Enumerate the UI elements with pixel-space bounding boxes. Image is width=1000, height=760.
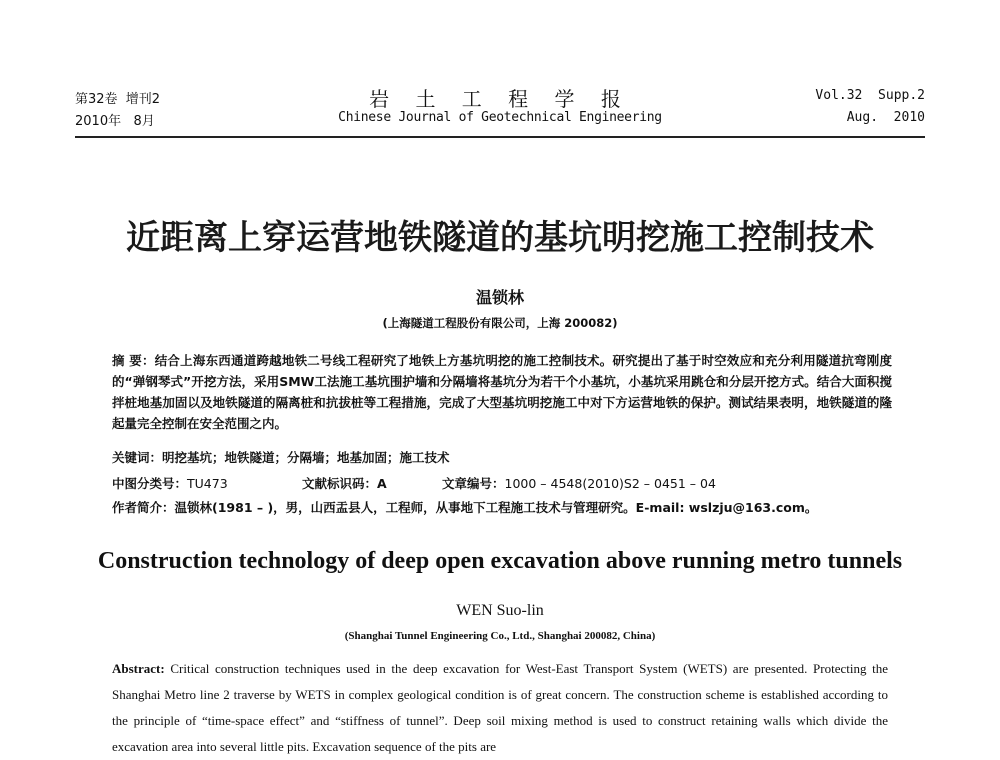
paper-title-en: Construction technology of deep open excavation above running metro tunnels xyxy=(97,548,903,574)
abstract-label-cn: 摘 要： xyxy=(112,353,155,368)
journal-name-en: Chinese Journal of Geotechnical Engineering xyxy=(338,110,662,125)
abstract-text-cn: 结合上海东西通道跨越地铁二号线工程研究了地铁上方基坑明挖的施工控制技术。研究提出了基于时空效应和充分利用隧道抗弯刚度的“弹钢琴式”开挖方法，采用SMW工法施工基坑围护墙和分隔墙将基坑分为若干个小基坑，小基坑采用跳仓和分层开挖方式。结合大面积搅拌桩地基加固以及地铁隧道的隔离桩和抗拔桩等工程措施，完成了大型基坑明挖施工中对下方运营地铁的保护。测试结果表明，地铁隧道的隆起量完全控制在安全范围之内。 xyxy=(112,353,892,431)
doc-code-group xyxy=(302,474,387,492)
volume-issue-en: Vol.32 Supp.2 xyxy=(815,88,925,103)
article-no-group xyxy=(442,474,716,492)
date-en: Aug. 2010 xyxy=(846,110,925,125)
doc-code-value: A xyxy=(377,476,387,491)
affiliation-cn: (上海隧道工程股份有限公司，上海 200082) xyxy=(382,316,618,330)
author-en: WEN Suo-lin xyxy=(456,602,544,619)
abstract-label-en: Abstract: xyxy=(112,661,165,676)
author-bio-line xyxy=(112,498,912,516)
keywords-line xyxy=(112,448,912,466)
bio-text: 温锁林(1981 – )，男，山西盂县人，工程师，从事地下工程施工技术与管理研究。E-mail: wslzju@163.com。 xyxy=(174,500,818,515)
bio-label: 作者简介： xyxy=(112,500,175,515)
clc-label: 中图分类号： xyxy=(112,476,188,491)
journal-name-cn: 岩 土 工 程 学 报 xyxy=(369,87,631,111)
author-cn: 温锁林 xyxy=(475,288,524,307)
volume-issue-cn: 第32卷 增刊2 xyxy=(75,92,161,107)
abstract-text-en: Critical construction techniques used in the deep excavation for West-East Transport System (WETS) are presented. Protecting the Shanghai Metro line 2 traverse by WETS in complex geological condition is of great concern. The construction scheme is established according to the principle of “time-space effect” and “stiffness of tunnel”. Deep soil mixing method is used to construct retaining walls which divide the excavation area into several little pits. Excavation sequence of the pits are xyxy=(112,661,889,754)
paper-title-cn: 近距离上穿运营地铁隧道的基坑明挖施工控制技术 xyxy=(126,218,874,258)
keywords: 明挖基坑；地铁隧道；分隔墙；地基加固；施工技术 xyxy=(162,450,450,465)
article-no-value: 1000 – 4548(2010)S2 – 0451 – 04 xyxy=(504,476,716,491)
header-row-top xyxy=(75,87,925,111)
abstract-en xyxy=(112,656,888,760)
abstract-cn xyxy=(112,350,892,434)
clc-value: TU473 xyxy=(187,476,228,491)
affiliation-en: (Shanghai Tunnel Engineering Co., Ltd., Shanghai 200082, China) xyxy=(344,630,656,642)
clc-group xyxy=(112,474,228,492)
keywords-label: 关键词： xyxy=(112,450,163,465)
header-row-bottom xyxy=(75,110,925,130)
date-cn: 2010年 8月 xyxy=(75,114,155,129)
doc-code-label: 文献标识码： xyxy=(302,476,378,491)
journal-header xyxy=(75,88,925,138)
article-no-label: 文章编号： xyxy=(442,476,505,491)
